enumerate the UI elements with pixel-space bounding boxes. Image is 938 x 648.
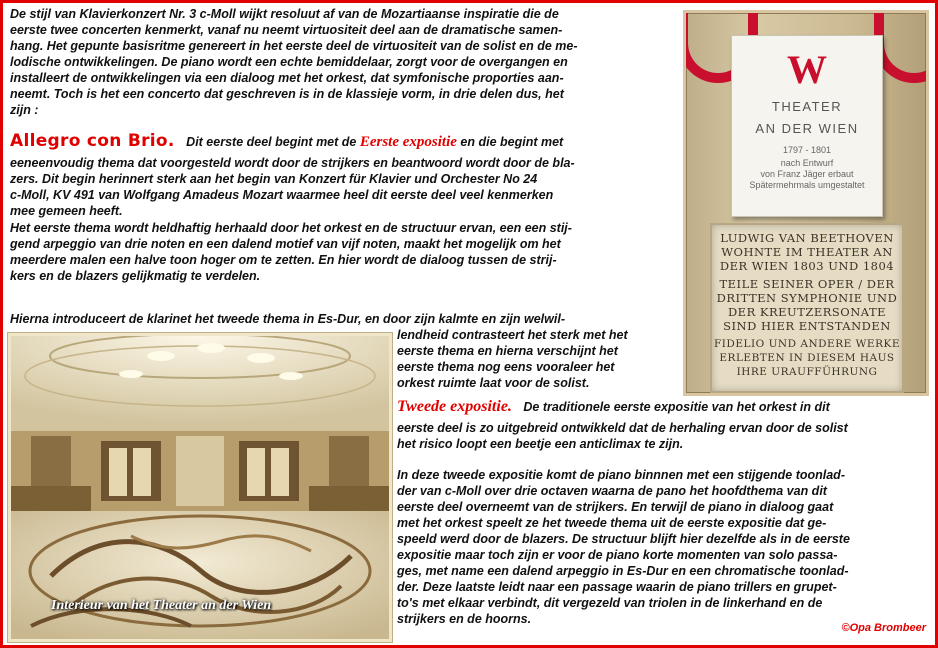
text-line: met het orkest speelt ze het tweede thema uit de eerste expositie dat ge- [397, 516, 827, 530]
stone-line: DER KREUTZERSONATE [727, 305, 887, 319]
sign-small-text: nach Entwurf [780, 158, 834, 168]
stone-line: IHRE URAUFFÜHRUNG [736, 366, 878, 378]
theater-logo: W [787, 47, 827, 92]
text-span: en die begint met [460, 135, 564, 149]
sign-years: 1797 - 1801 [782, 145, 832, 155]
text-line: zers. Dit begin herinnert sterk aan het begin van Konzert für Klavier und Orchester No 24 [10, 172, 538, 186]
text-span: Dit eerste deel begint met de [186, 135, 357, 149]
interior-illustration [11, 336, 389, 639]
stone-line: LUDWIG VAN BEETHOVEN [720, 231, 894, 245]
text-line: speeld werd door de blazers. De structuur blijft hier dezelfde als in de eerste [397, 532, 850, 546]
text-line: mee gemeen heeft. [10, 204, 123, 218]
copyright: ©Opa Brombeer [841, 622, 926, 634]
text-line: hang. Het gepunte basisritme genereert in het eerste deel de virtuositeit van de solist en de me- [10, 39, 578, 53]
text-line: der. Deze laatste leidt naar een passage waarin de piano trillers en grupet- [397, 580, 837, 594]
text-line: strijkers en de hoorns. [397, 612, 532, 626]
text-line: eerste twee concerten kenmerkt, vanaf nu neemt virtuositeit deel aan de dramatische samen- [10, 23, 563, 37]
stone-line: TEILE SEINER OPER / DER [719, 277, 895, 291]
text-line: In deze tweede expositie komt de piano binnnen met een stijgende toonlad- [397, 468, 845, 482]
text-line: to's met elkaar verbindt, dit vergezeld van triolen in de linkerhand en de [397, 596, 823, 610]
text-line: eerste deel overneemt van de strijkers. En terwijl de piano in dialoog gaat [397, 500, 834, 514]
highlight-term: Eerste expositie [359, 134, 457, 150]
text-line: c-Moll, KV 491 van Wolfgang Amadeus Mozart waarmee heel dit eerste deel veel kenmerken [10, 188, 554, 202]
sign-title-1: THEATER [771, 99, 843, 114]
sign-title-2: AN DER WIEN [755, 121, 859, 136]
text-line: gend arpeggio van drie noten en een dalend motief van vijf noten, maakt het mogelijk om het [10, 237, 561, 251]
text-line: kers en de blazers gelijkmatig te verdelen. [10, 269, 261, 283]
text-line: De stijl van Klavierkonzert Nr. 3 c-Moll wijkt resoluut af van de Mozartiaanse inspiratie die de [10, 7, 559, 21]
stone-line: DER WIEN 1803 UND 1804 [719, 259, 895, 273]
theater-interior-photo [8, 333, 392, 642]
section-heading: Allegro con Brio. [10, 131, 175, 151]
beethoven-stone-plaque [710, 223, 904, 393]
text-line: expositie maar toch zijn er voor de piano korte momenten van solo passa- [397, 548, 838, 562]
text-line: eeneenvoudig thema dat voorgesteld wordt door de strijkers en beantwoord wordt door de bla- [10, 156, 575, 170]
theater-plaque-photo [683, 10, 929, 396]
text-line: lendheid contrasteert het sterk met het [397, 328, 628, 342]
text-line: eerste thema en hierna verschijnt het [397, 344, 618, 358]
stone-line: WOHNTE IM THEATER AN [721, 245, 893, 259]
text-line: eerste thema nog eens vooraleer het [397, 360, 615, 374]
text-line: het risico loopt een beetje een anticlimax te zijn. [397, 437, 684, 451]
section-heading: Tweede expositie. [397, 398, 512, 415]
text-line: zijn : [10, 103, 39, 117]
sign-small-text: Spätermehrmals umgestaltet [749, 180, 865, 190]
text-line: meerdere malen een halve toon hoger om te zetten. En hier wordt de dialoog tussen de strij- [10, 253, 557, 267]
text-line: der van c-Moll over drie octaven waarna de pano het hoofdthema van dit [397, 484, 827, 498]
text-span: De traditionele eerste expositie van het orkest in dit [523, 400, 830, 414]
text-line: installeert de ontwikkelingen via een dialoog met het orkest, dat symfonische proporties aan- [10, 71, 564, 85]
text-line: ges, met name een dalend arpeggio in Es-Dur en een chromatische toonlad- [397, 564, 849, 578]
text-line: orkest ruimte laat voor de solist. [397, 376, 590, 390]
theater-sign [731, 35, 883, 217]
stone-line: ERLEBTEN IN DIESEM HAUS [719, 352, 895, 364]
photo-caption: Interieur van het Theater an der Wien [51, 598, 272, 613]
text-line: Het eerste thema wordt heldhaftig herhaald door het orkest en de structuur ervan, een een stij- [10, 221, 572, 235]
stone-line: FIDELIO UND ANDERE WERKE [713, 338, 900, 350]
sign-small-text: von Franz Jäger erbaut [760, 169, 854, 179]
stone-line: SIND HIER ENTSTANDEN [723, 319, 891, 333]
text-line: eerste deel is zo uitgebreid ontwikkeld dat de herhaling ervan door de solist [397, 421, 848, 435]
text-line: Hierna introduceert de klarinet het tweede thema in Es-Dur, en door zijn kalmte en zijn welwil- [10, 312, 565, 326]
stone-line: DRITTEN SYMPHONIE UND [716, 291, 898, 305]
text-line: lodische ontwikkelingen. De piano wordt een echte bemiddelaar, zorgt voor de overgangen en [10, 55, 568, 69]
text-line: neemt. Toch is het een concerto dat geschreven is in de klassieje vorm, in drie delen dus, het [10, 87, 564, 101]
